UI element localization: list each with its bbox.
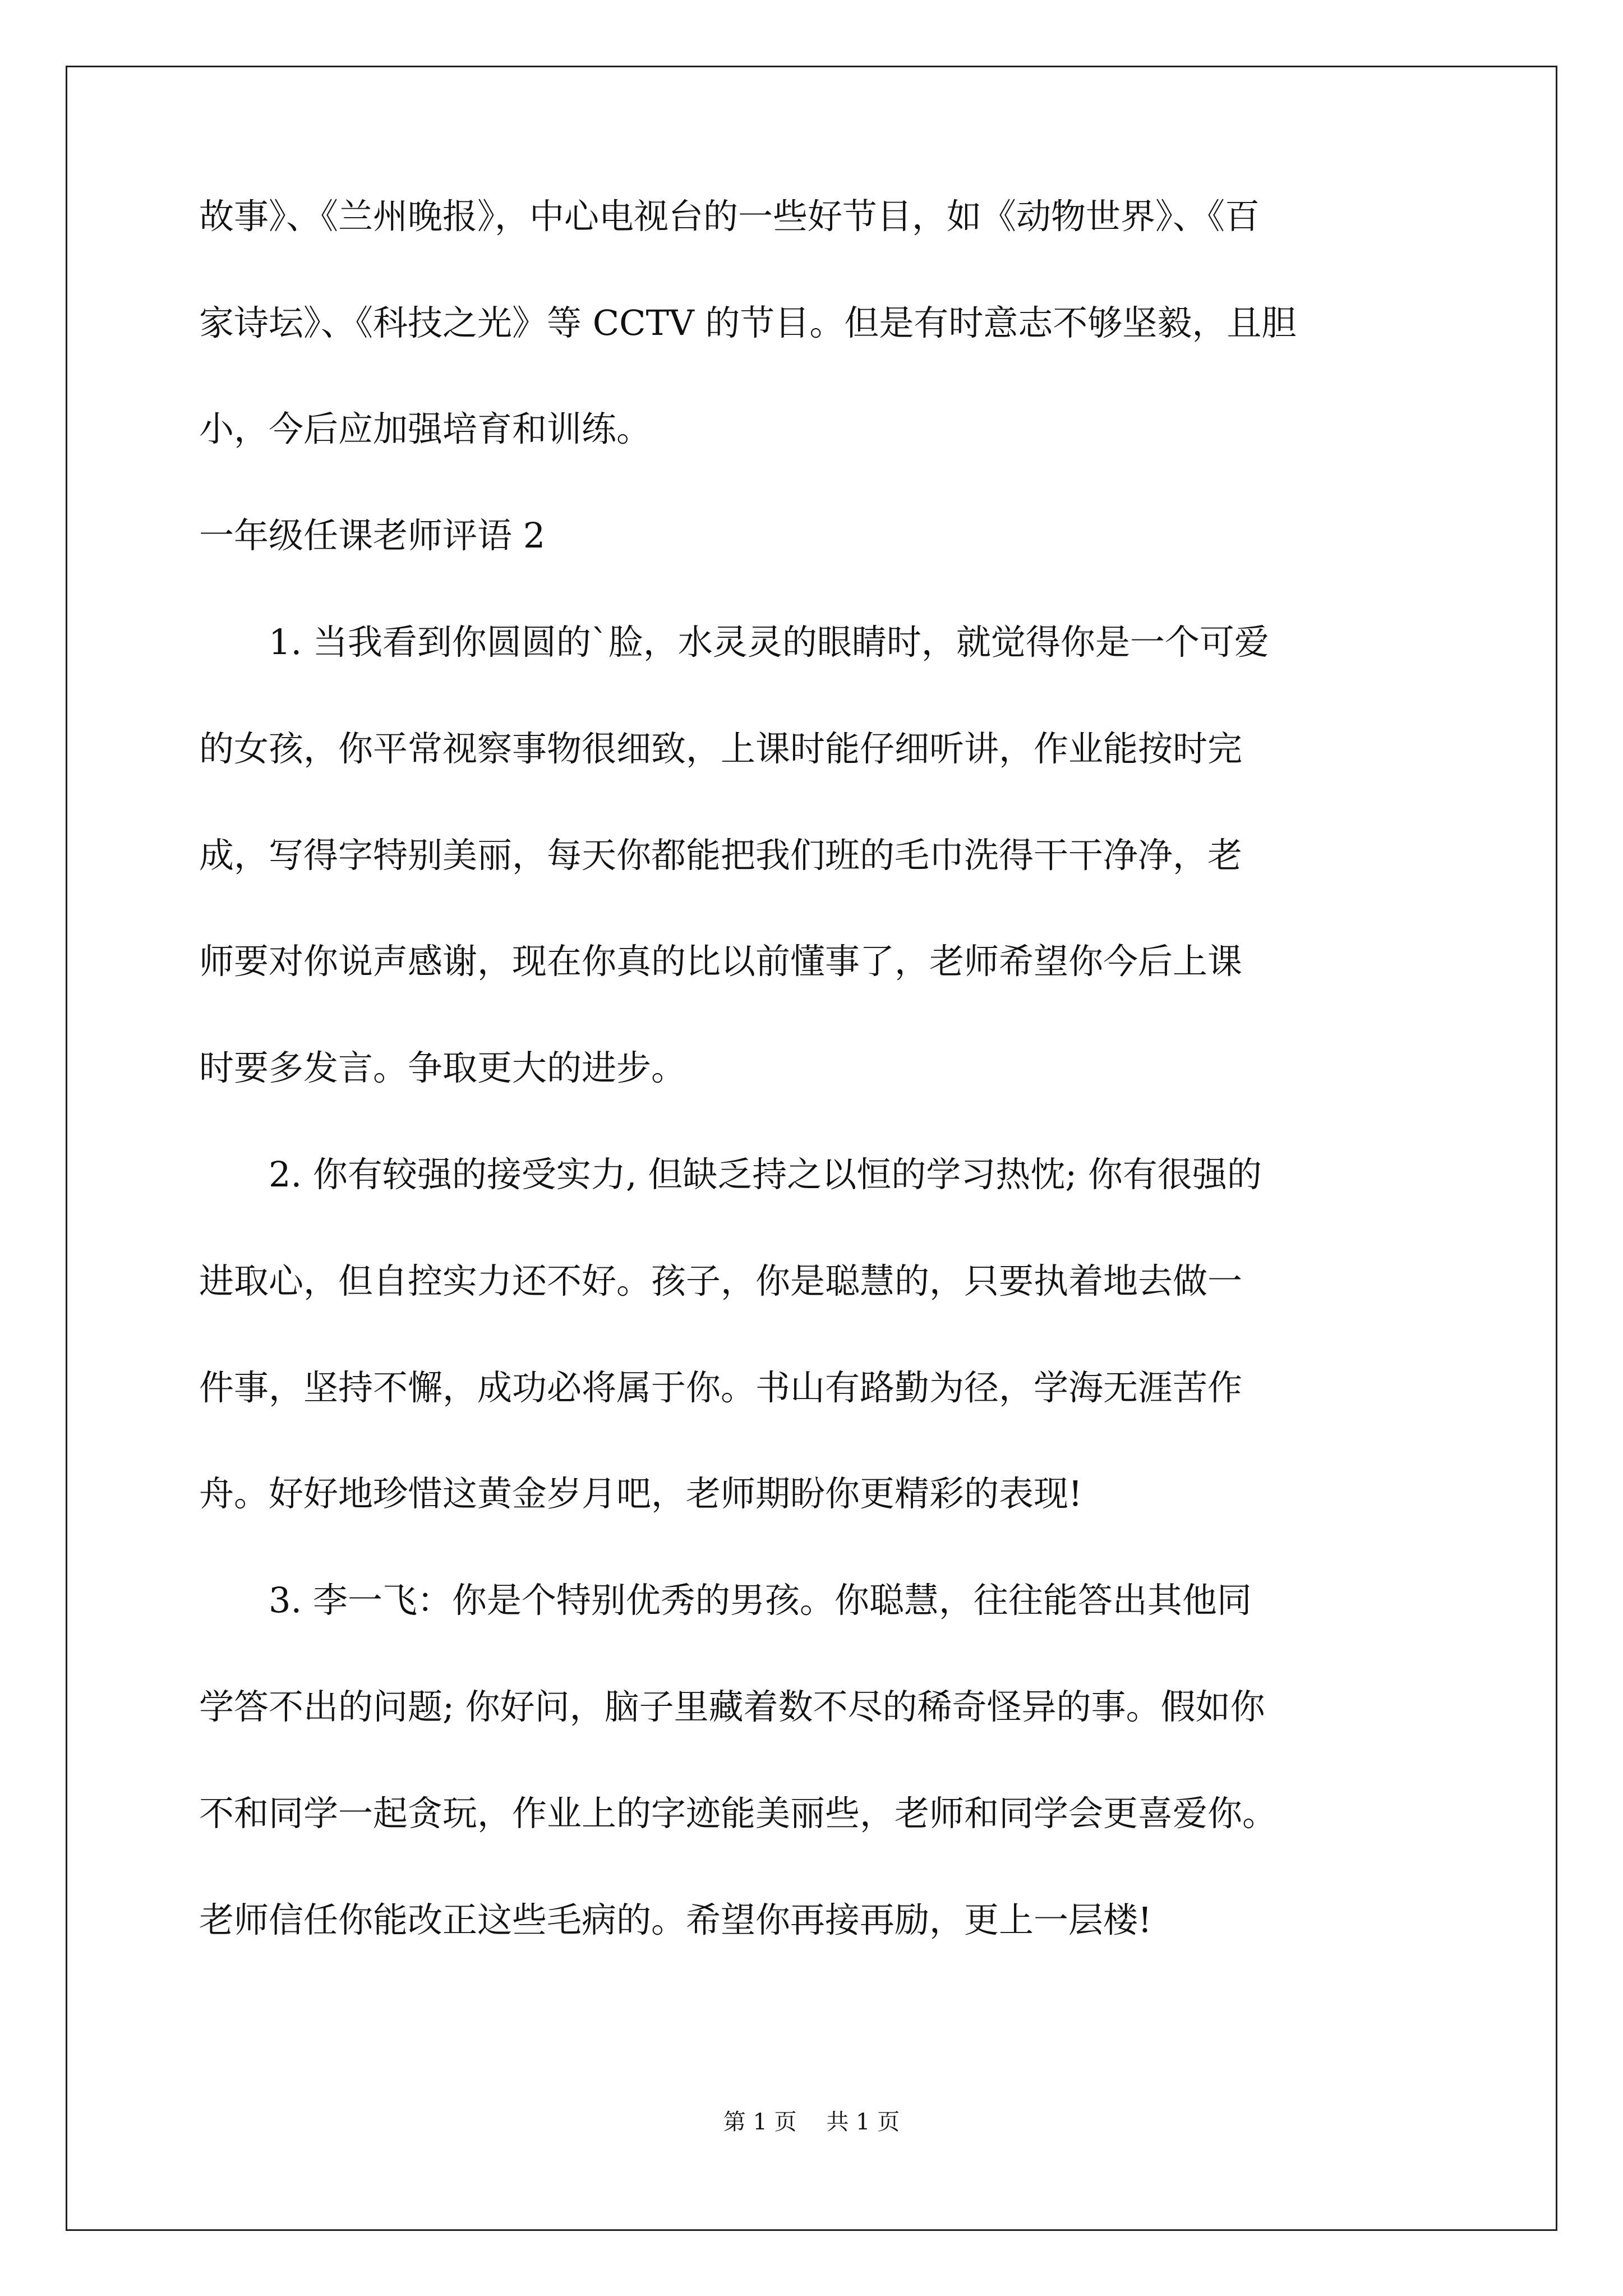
- text-line: 舟。好好地珍惜这黄金岁月吧，老师期盼你更精彩的表现!: [199, 1473, 1082, 1514]
- text-line: 件事，坚持不懈，成功必将属于你。书山有路勤为径，学海无涯苦作: [199, 1367, 1243, 1408]
- text-line: 故事》、《兰州晚报》，中心电视台的一些好节目，如《动物世界》、《百: [199, 196, 1260, 237]
- text-line: 进取心，但自控实力还不好。孩子，你是聪慧的，只要执着地去做一: [199, 1260, 1243, 1301]
- text-line: 学答不出的问题; 你好问，脑子里藏着数不尽的稀奇怪异的事。假如你: [199, 1686, 1265, 1727]
- text-line: 师要对你说声感谢，现在你真的比以前懂事了，老师希望你今后上课: [199, 941, 1243, 982]
- text-line: 家诗坛》、《科技之光》等 CCTV 的节目。但是有时意志不够坚毅，且胆: [199, 302, 1297, 343]
- page-number-footer: 第 1 页 共 1 页: [723, 2109, 900, 2135]
- text-line: 的女孩，你平常视察事物很细致，上课时能仔细听讲，作业能按时完: [199, 728, 1243, 769]
- text-line: 老师信任你能改正这些毛病的。希望你再接再励，更上一层楼!: [199, 1899, 1152, 1940]
- section-heading: 一年级任课老师评语 2: [199, 515, 546, 556]
- text-line: 1. 当我看到你圆圆的`脸，水灵灵的眼睛时，就觉得你是一个可爱: [199, 622, 1269, 662]
- text-line: 小，今后应加强培育和训练。: [199, 408, 652, 449]
- text-line: 不和同学一起贪玩，作业上的字迹能美丽些，老师和同学会更喜爱你。: [199, 1793, 1278, 1834]
- text-line: 时要多发言。争取更大的进步。: [199, 1047, 686, 1088]
- text-line: 3. 李一飞：你是个特别优秀的男孩。你聪慧，往往能答出其他同: [199, 1580, 1252, 1621]
- text-line: 2. 你有较强的接受实力, 但缺乏持之以恒的学习热忱; 你有很强的: [199, 1154, 1262, 1195]
- text-line: 成，写得字特别美丽，每天你都能把我们班的毛巾洗得干干净净，老: [199, 835, 1243, 876]
